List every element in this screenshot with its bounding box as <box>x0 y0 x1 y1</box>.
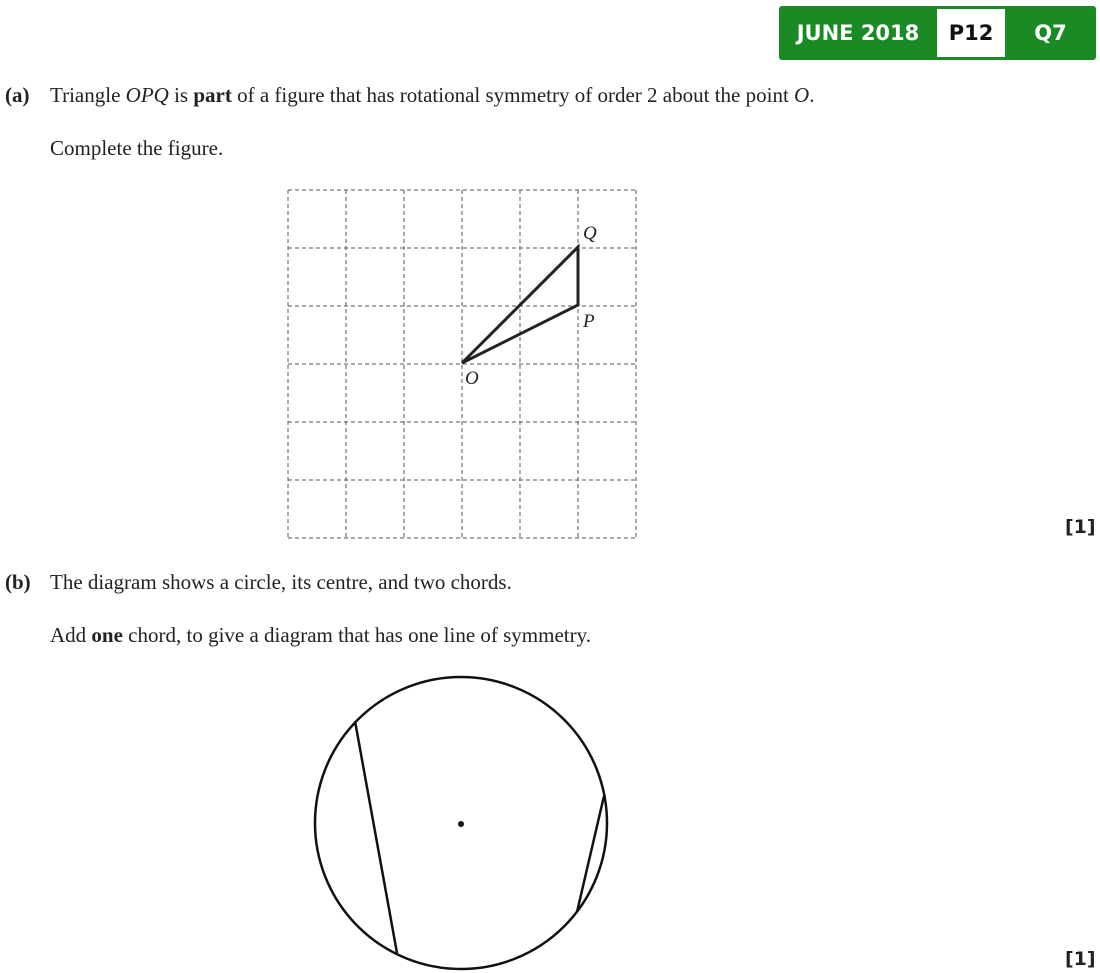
chord-left <box>355 721 397 953</box>
part-b-label: (b) <box>5 570 31 594</box>
circle-centre <box>458 821 464 827</box>
exam-session: JUNE 2018 <box>796 21 920 45</box>
part-b-instruction-2: Add one chord, to give a diagram that has one line of symmetry. <box>50 623 592 647</box>
part-a-instruction-2: Complete the figure. <box>50 136 224 160</box>
part-a-label: (a) <box>5 83 30 107</box>
chord-right <box>577 796 604 912</box>
part-a-marks: [1] <box>1065 516 1096 538</box>
part-b-marks: [1] <box>1065 948 1096 970</box>
point-label-o: O <box>465 368 479 389</box>
part-a-instruction-1: Triangle OPQ is part of a figure that has rotational symmetry of order 2 about the point O. <box>50 83 815 107</box>
point-label-p: P <box>583 311 595 332</box>
point-label-q: Q <box>583 223 597 244</box>
paper-number: P12 <box>937 9 1005 57</box>
question-number: Q7 <box>1034 21 1067 45</box>
part-b-instruction-1: The diagram shows a circle, its centre, and two chords. <box>50 570 512 594</box>
